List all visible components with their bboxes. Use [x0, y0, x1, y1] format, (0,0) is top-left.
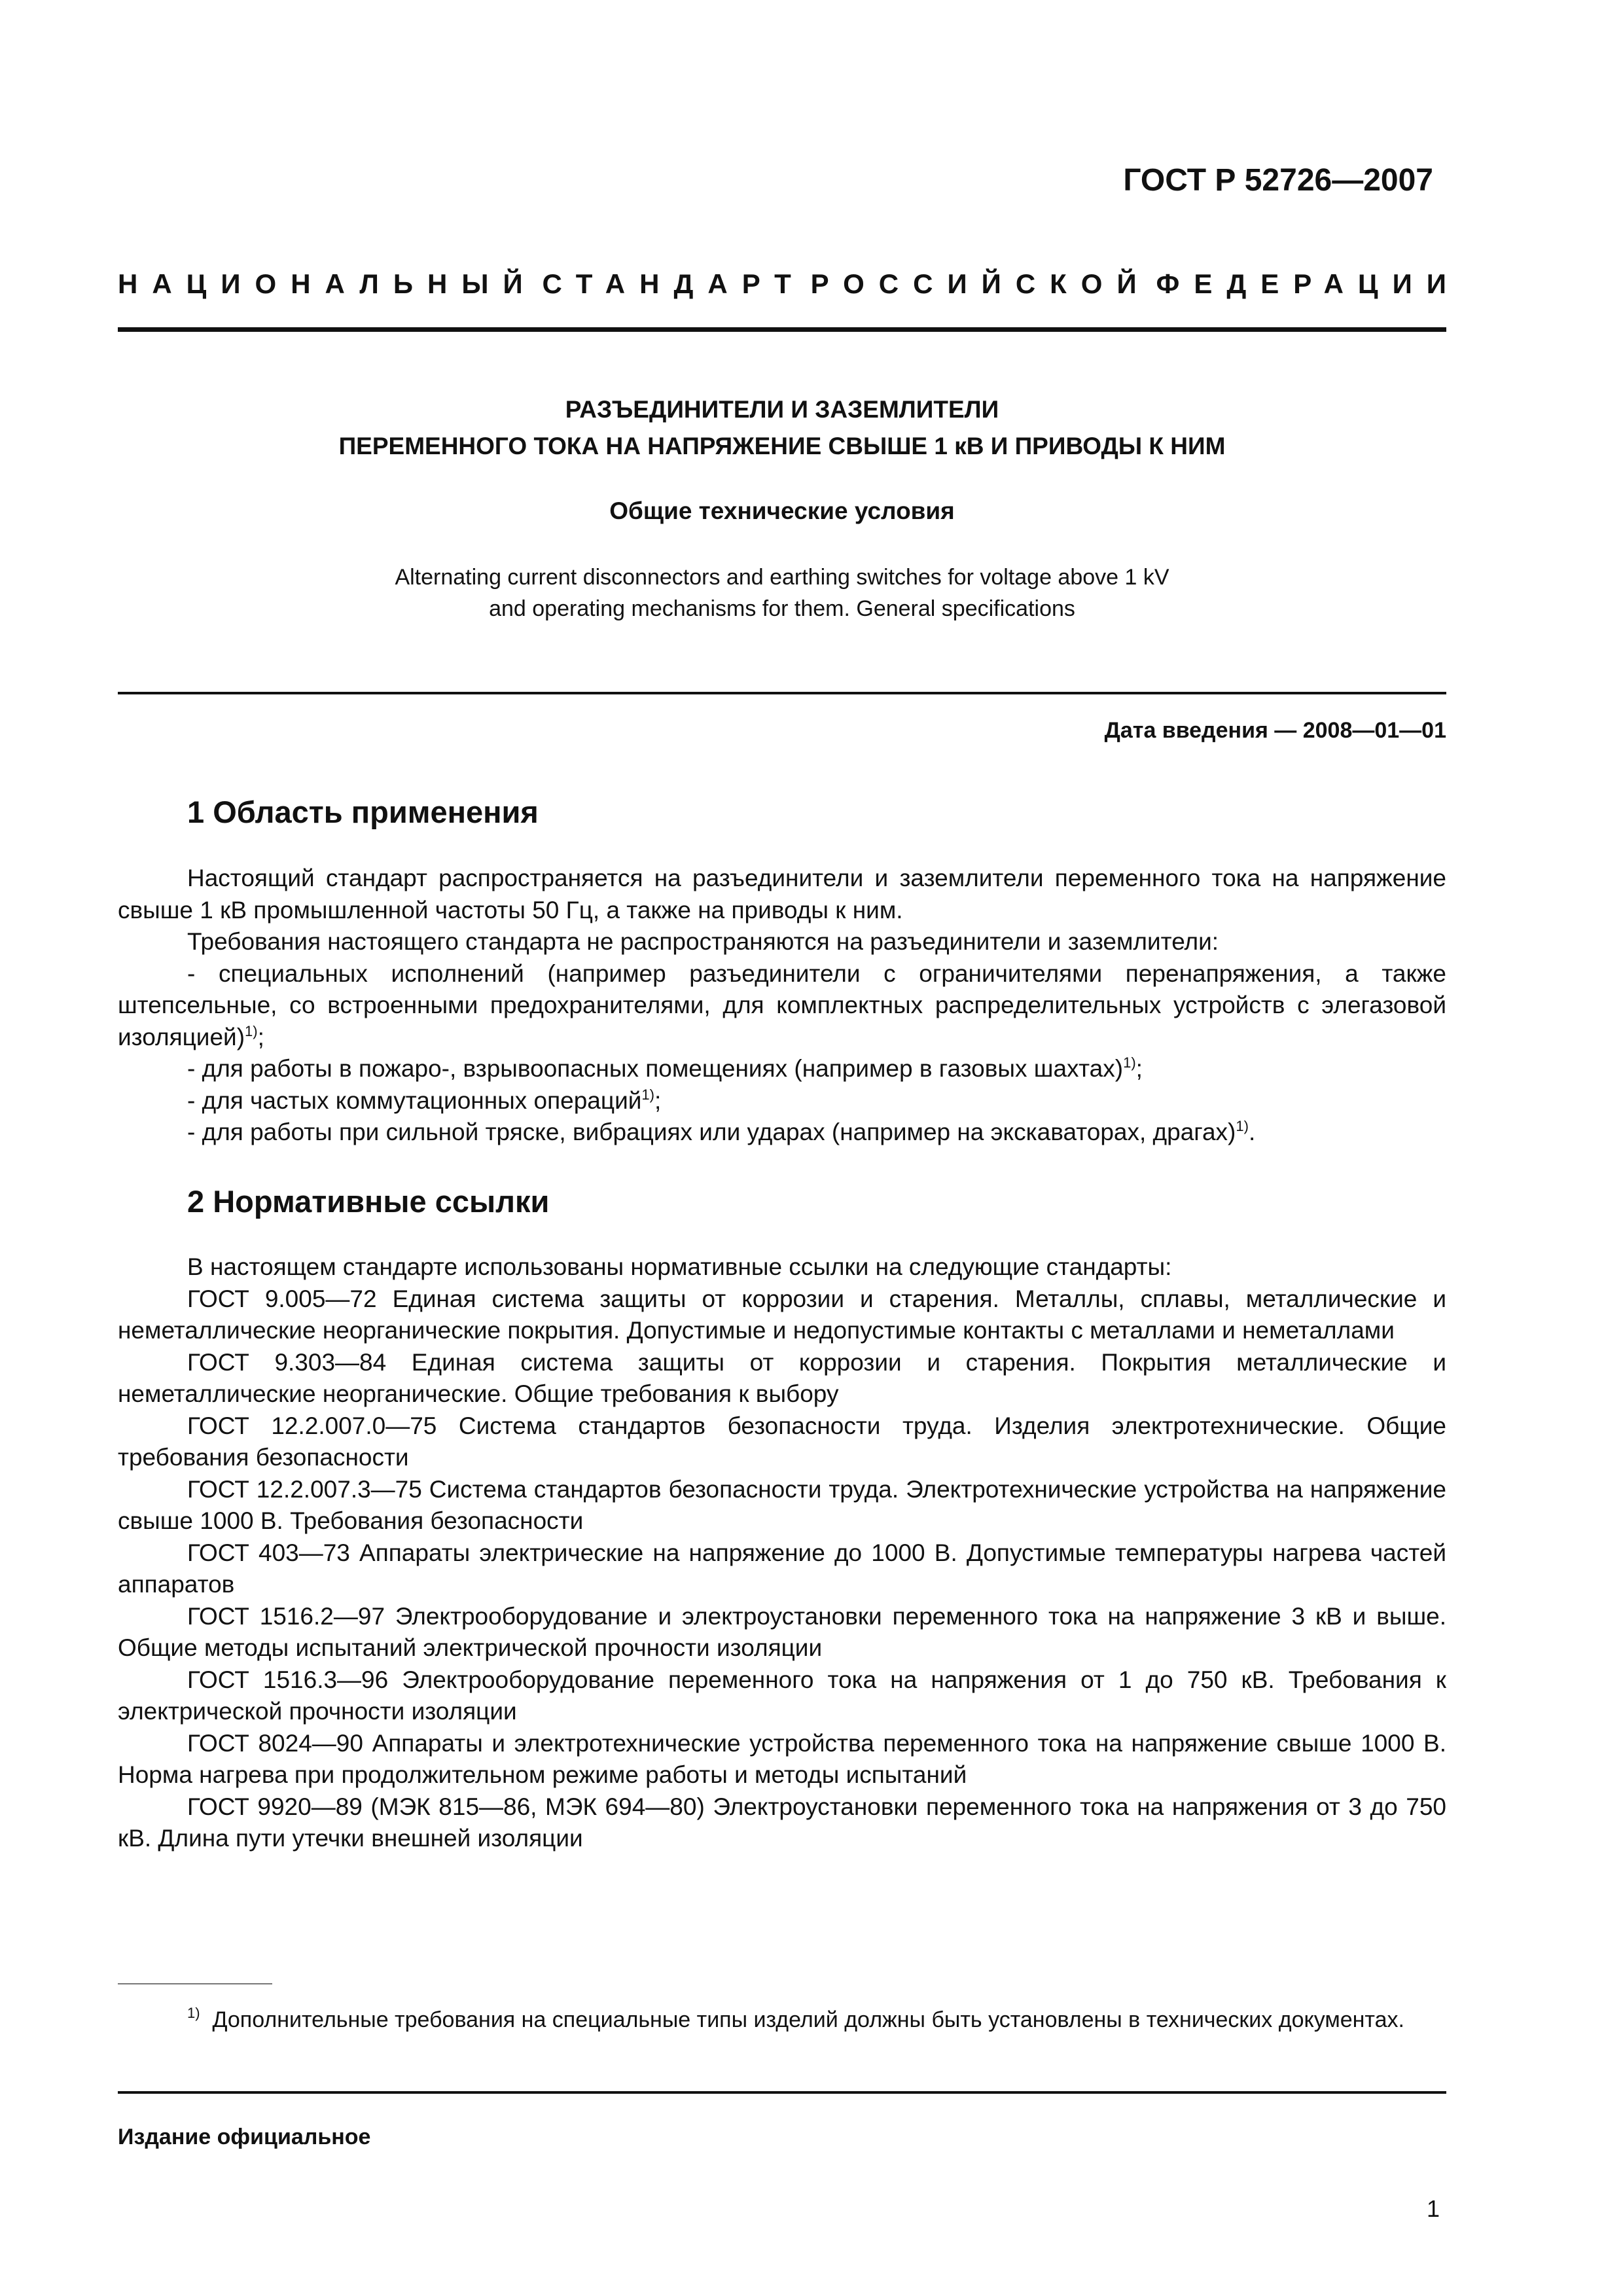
list-item: - для работы в пожаро-, взрывоопасных помещениях (например в газовых шахтах)$^{1)}$;: [187, 1054, 1143, 1082]
english-title-line: and operating mechanisms for them. General specifications: [489, 596, 1075, 621]
footnote-ref: 1): [245, 1022, 258, 1039]
title-line: ПЕРЕМЕННОГО ТОКА НА НАПРЯЖЕНИЕ СВЫШЕ 1 кВ И ПРИВОДЫ К НИМ: [338, 433, 1226, 459]
title-line: РАЗЪЕДИНИТЕЛИ И ЗАЗЕМЛИТЕЛИ: [565, 396, 999, 423]
paragraph: Настоящий стандарт распространяется на разъединители и заземлители переменного тока на напряжение свыше 1 кВ промышленной частоты 50 Гц, а также на приводы к ним.: [118, 865, 1446, 924]
page-number: 1: [1426, 2195, 1440, 2222]
document-title-block: [118, 391, 1446, 624]
footnote: [118, 2004, 1446, 2036]
footer-divider: [118, 2091, 1446, 2094]
gost-number: ГОСТ Р 52726—2007: [1123, 163, 1433, 198]
reference-item: ГОСТ 403—73 Аппараты электрические на напряжение до 1000 В. Допустимые температуры нагрева частей аппаратов: [118, 1539, 1446, 1598]
header-word: РОССИЙСКОЙ: [810, 268, 1151, 299]
paragraph: В настоящем стандарте использованы нормативные ссылки на следующие стандарты:: [187, 1253, 1172, 1280]
reference-item: ГОСТ 1516.3—96 Электрооборудование переменного тока на напряжения от 1 до 750 кВ. Требования к электрической прочности изоляции: [118, 1666, 1446, 1725]
english-title: [118, 562, 1446, 624]
section-2-body: [118, 1251, 1446, 1855]
reference-item: ГОСТ 9920—89 (МЭК 815—86, МЭК 694—80) Электроустановки переменного тока на напряжения от 3 до 750 кВ. Длина пути утечки внешней изоляции: [118, 1793, 1446, 1852]
list-item: - специальных исполнений (например разъединители с ограничителями перенапряжения, а также штепсельные, со встроенными предохранителями, для комплектных распределительных устройств с элегазовой изоляцией)$^{1)}$;: [118, 960, 1446, 1050]
section-heading: 2 Нормативные ссылки: [187, 1184, 550, 1219]
list-item: - для частых коммутационных операций$^{1)}$;: [187, 1086, 662, 1114]
edition-label: Издание официальное: [118, 2125, 371, 2149]
footnote-separator: [118, 1983, 272, 1984]
title-divider: [118, 692, 1446, 694]
footnote-ref: 1): [1123, 1054, 1136, 1071]
reference-item: ГОСТ 1516.2—97 Электрооборудование и электроустановки переменного тока на напряжение 3 кВ и выше. Общие методы испытаний электрической прочности изоляции: [118, 1602, 1446, 1661]
list-item: - для работы при сильной тряске, вибрациях или ударах (например на экскаваторах, драгах)$^{1)}$.: [187, 1118, 1256, 1145]
introduction-date: Дата введения — 2008—01—01: [1104, 718, 1446, 743]
english-title-line: Alternating current disconnectors and earthing switches for voltage above 1 kV: [395, 565, 1169, 590]
section-heading: 1 Область применения: [187, 795, 539, 829]
footnote-ref: 1): [641, 1086, 654, 1103]
reference-item: ГОСТ 12.2.007.3—75 Система стандартов безопасности труда. Электротехнические устройства на напряжение свыше 1000 В. Требования безопасности: [118, 1475, 1446, 1534]
header-word: СТАНДАРТ: [542, 268, 806, 299]
header-word: ФЕДЕРАЦИИ: [1156, 268, 1461, 299]
paragraph: Требования настоящего стандарта не распространяются на разъединители и заземлители:: [187, 928, 1219, 955]
header-word: НАЦИОНАЛЬНЫЙ: [118, 268, 537, 299]
reference-item: ГОСТ 12.2.007.0—75 Система стандартов безопасности труда. Изделия электротехнические. Общие требования безопасности: [118, 1412, 1446, 1471]
national-standard-header: [118, 268, 1461, 300]
footnote-mark: 1): [187, 2005, 200, 2021]
reference-item: ГОСТ 9.303—84 Единая система защиты от коррозии и старения. Покрытия металлические и неметаллические неорганические. Общие требования к выбору: [118, 1348, 1446, 1407]
reference-item: ГОСТ 8024—90 Аппараты и электротехнические устройства переменного тока на напряжение свыше 1000 В. Норма нагрева при продолжительном режиме работы и методы испытаний: [118, 1729, 1446, 1788]
section-1-body: [118, 863, 1446, 1149]
reference-item: ГОСТ 9.005—72 Единая система защиты от коррозии и старения. Металлы, сплавы, металлические и неметаллические неорганические покрытия. Допустимые и недопустимые контакты с металлами и неметаллами: [118, 1285, 1446, 1344]
footnote-text: $^{1)}$ Дополнительные требования на специальные типы изделий должны быть установлены в технических документах.: [187, 2005, 1404, 2032]
header-divider: [118, 327, 1446, 332]
footnote-ref: 1): [1236, 1118, 1249, 1134]
document-subtitle: Общие технические условия: [609, 497, 955, 524]
